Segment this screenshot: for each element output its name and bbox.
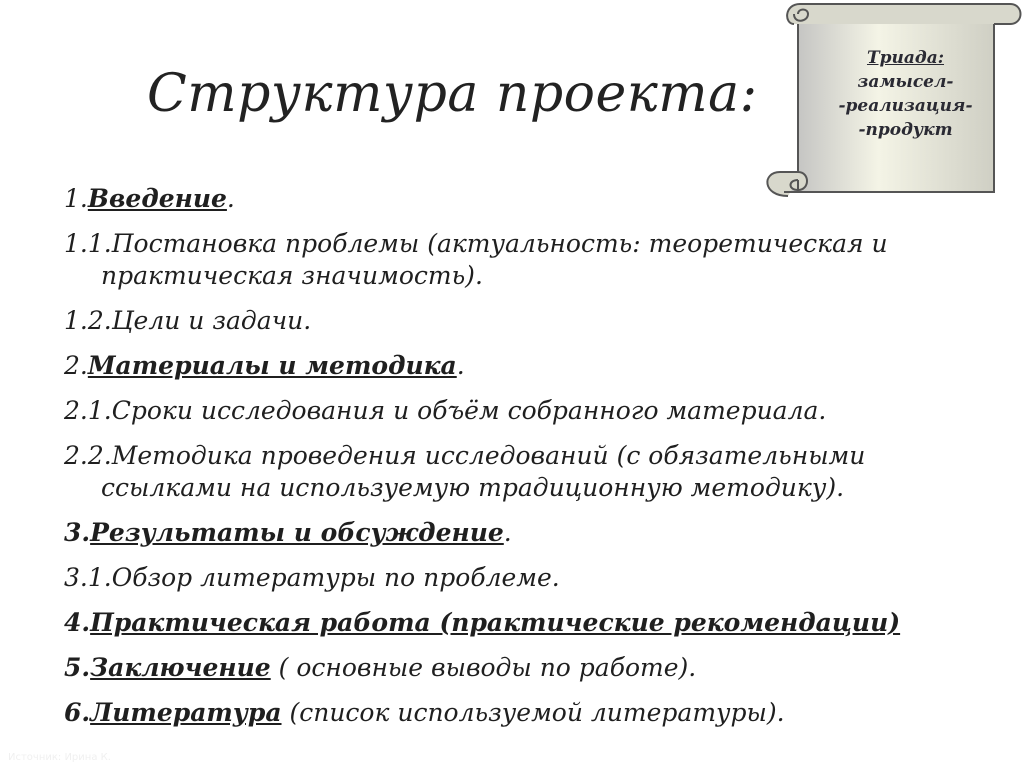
list-item: 4.Практическая работа (практические рекомендации) <box>64 608 901 637</box>
slide-title: Структура проекта: <box>147 64 758 124</box>
outline-list <box>64 183 964 742</box>
list-item: 2.2.Методика проведения исследований (с обязательными ссылками на используемую традиционную методику). <box>64 441 866 502</box>
scroll-line: -продукт <box>858 120 953 140</box>
list-item: 3.Результаты и обсуждение. <box>64 518 512 547</box>
scroll-note <box>758 0 1024 214</box>
list-item: 2.1.Сроки исследования и объём собранного материала. <box>64 396 827 425</box>
list-item: 5.Заключение ( основные выводы по работе). <box>64 653 697 682</box>
scroll-line: Триада: <box>866 48 945 68</box>
scroll-line: -реализация- <box>838 96 973 116</box>
list-item: 1.1.Постановка проблемы (актуальность: теоретическая и практическая значимость). <box>64 229 888 290</box>
list-item: 1.Введение. <box>64 184 235 213</box>
list-item: 3.1.Обзор литературы по проблеме. <box>64 563 560 592</box>
scroll-line: замысел- <box>857 72 954 92</box>
list-item: 1.2.Цели и задачи. <box>64 306 312 335</box>
list-item: 2.Материалы и методика. <box>64 351 465 380</box>
list-item: 6.Литература (список используемой литературы). <box>64 698 785 727</box>
watermark: Источник: Ирина К. <box>8 752 111 763</box>
